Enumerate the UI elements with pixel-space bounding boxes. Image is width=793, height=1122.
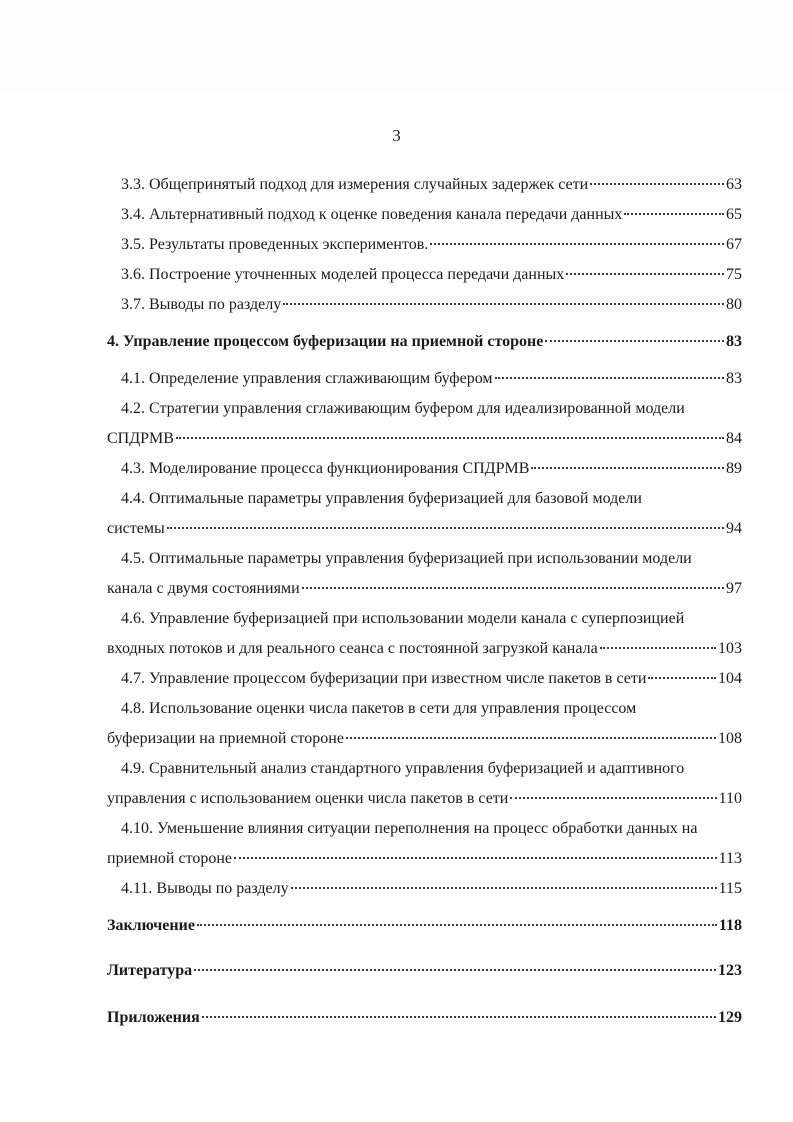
toc-entry-page: 63 <box>726 176 742 193</box>
toc-entry-page: 108 <box>718 730 742 747</box>
toc-entry-page: 89 <box>726 460 742 477</box>
toc-entry-title: 3.3. Общепринятый подход для измерения случайных задержек сети <box>121 176 589 193</box>
toc-entry-title: 4.1. Определение управления сглаживающим буфером <box>121 370 493 387</box>
toc-entry-title-line2: приемной стороне <box>107 850 233 867</box>
toc-chapter-4[interactable] <box>107 327 742 357</box>
dot-leader <box>176 436 724 439</box>
toc-entry-title-line1: 4.9. Сравнительный анализ стандартного управления буферизацией и адаптивного <box>121 760 685 777</box>
dot-leader <box>283 302 724 305</box>
dot-leader <box>590 182 724 185</box>
toc-entry-title: Приложения <box>107 1009 200 1026</box>
toc-entry-title-line1: 4.6. Управление буферизацией при использовании модели канала с суперпозицией <box>121 610 685 627</box>
toc-entry-3-3[interactable] <box>107 170 742 200</box>
dot-leader <box>531 466 724 469</box>
toc-entry-3-7[interactable] <box>107 290 742 320</box>
toc-entry-title-line1: 4.2. Стратегии управления сглаживающим буфером для идеализированной модели <box>121 400 685 417</box>
toc-entry-page: 113 <box>718 850 742 867</box>
dot-leader <box>495 376 724 379</box>
toc-entry-title: 4.11. Выводы по разделу <box>121 880 289 897</box>
toc-entry-4-4[interactable] <box>107 484 742 544</box>
toc-entry-page: 65 <box>726 206 742 223</box>
toc-entry-title: Литература <box>107 962 193 979</box>
toc-entry-3-6[interactable] <box>107 260 742 290</box>
dot-leader <box>600 646 716 649</box>
toc-entry-title-line1: 4.5. Оптимальные параметры управления буферизацией при использовании модели <box>121 550 692 567</box>
toc-entry-4-9[interactable] <box>107 754 742 814</box>
toc-entry-title-line2: входных потоков и для реального сеанса с постоянной загрузкой канала <box>107 640 598 657</box>
toc-entry-page: 80 <box>726 296 742 313</box>
toc-references[interactable] <box>107 956 742 986</box>
dot-leader <box>234 856 717 859</box>
toc-entry-title: 4.7. Управление процессом буферизации при известном числе пакетов в сети <box>121 670 647 687</box>
toc-entry-4-11[interactable] <box>107 874 742 904</box>
toc-entry-title-line2: канала с двумя состояниями <box>107 580 300 597</box>
dot-leader <box>566 272 724 275</box>
toc-entry-4-5[interactable] <box>107 544 742 604</box>
toc-entry-4-7[interactable] <box>107 664 742 694</box>
toc-entry-4-8[interactable] <box>107 694 742 754</box>
dot-leader <box>167 526 724 529</box>
toc-entry-page: 118 <box>718 917 742 934</box>
dot-leader <box>302 586 724 589</box>
toc-entry-4-10[interactable] <box>107 814 742 874</box>
toc-entry-title: 4. Управление процессом буферизации на приемной стороне <box>107 333 544 350</box>
toc-entry-title-line1: 4.8. Использование оценки числа пакетов в сети для управления процессом <box>121 700 637 717</box>
toc-entry-page: 83 <box>726 333 742 350</box>
toc-entry-3-5[interactable] <box>107 230 742 260</box>
toc-entry-title: 3.5. Результаты проведенных экспериментов. <box>121 236 429 253</box>
toc-entry-title: 3.7. Выводы по разделу <box>121 296 282 313</box>
toc-entry-page: 97 <box>726 580 742 597</box>
dot-leader <box>545 339 724 342</box>
toc-entry-title: Заключение <box>107 917 195 934</box>
toc-entry-title-line2: буферизации на приемной стороне <box>107 730 344 747</box>
toc-entry-title-line1: 4.4. Оптимальные параметры управления буферизацией для базовой модели <box>121 490 642 507</box>
dot-leader <box>202 1015 716 1018</box>
toc-entry-page: 67 <box>726 236 742 253</box>
dot-leader <box>624 212 724 215</box>
toc-entry-page: 103 <box>718 640 742 657</box>
page-number: 3 <box>392 126 401 145</box>
toc-entry-4-6[interactable] <box>107 604 742 664</box>
toc-entry-page: 84 <box>726 430 742 447</box>
dot-leader <box>197 923 717 926</box>
toc-entry-page: 115 <box>718 880 742 897</box>
toc-entry-page: 104 <box>718 670 742 687</box>
toc-entry-title: 3.6. Построение уточненных моделей процесса передачи данных <box>121 266 565 283</box>
toc-entry-title-line1: 4.10. Уменьшение влияния ситуации переполнения на процесс обработки данных на <box>121 820 698 837</box>
toc-entry-page: 75 <box>726 266 742 283</box>
dot-leader <box>291 886 717 889</box>
toc-entry-title: 4.3. Моделирование процесса функционирования СПДРМВ <box>121 460 530 477</box>
toc-entry-3-4[interactable] <box>107 200 742 230</box>
toc-entry-title-line2: управления с использованием оценки числа пакетов в сети <box>107 790 509 807</box>
toc-entry-title: 3.4. Альтернативный подход к оценке поведения канала передачи данных <box>121 206 623 223</box>
toc-appendices[interactable] <box>107 1003 742 1033</box>
toc-entry-page: 94 <box>726 520 742 537</box>
dot-leader <box>430 242 724 245</box>
toc-entry-title-line2: СПДРМВ <box>107 430 174 447</box>
toc-entry-page: 123 <box>718 962 742 979</box>
toc-entry-page: 110 <box>718 790 742 807</box>
dot-leader <box>194 968 716 971</box>
dot-leader <box>648 676 716 679</box>
toc-entry-page: 83 <box>726 370 742 387</box>
toc-conclusion[interactable] <box>107 911 742 941</box>
dot-leader <box>510 796 716 799</box>
scan-margin <box>0 0 793 92</box>
toc-entry-title-line2: системы <box>107 520 165 537</box>
toc-entry-4-3[interactable] <box>107 454 742 484</box>
toc-entry-4-2[interactable] <box>107 394 742 454</box>
toc-entry-4-1[interactable] <box>107 364 742 394</box>
toc-entry-page: 129 <box>718 1009 742 1026</box>
dot-leader <box>346 736 716 739</box>
